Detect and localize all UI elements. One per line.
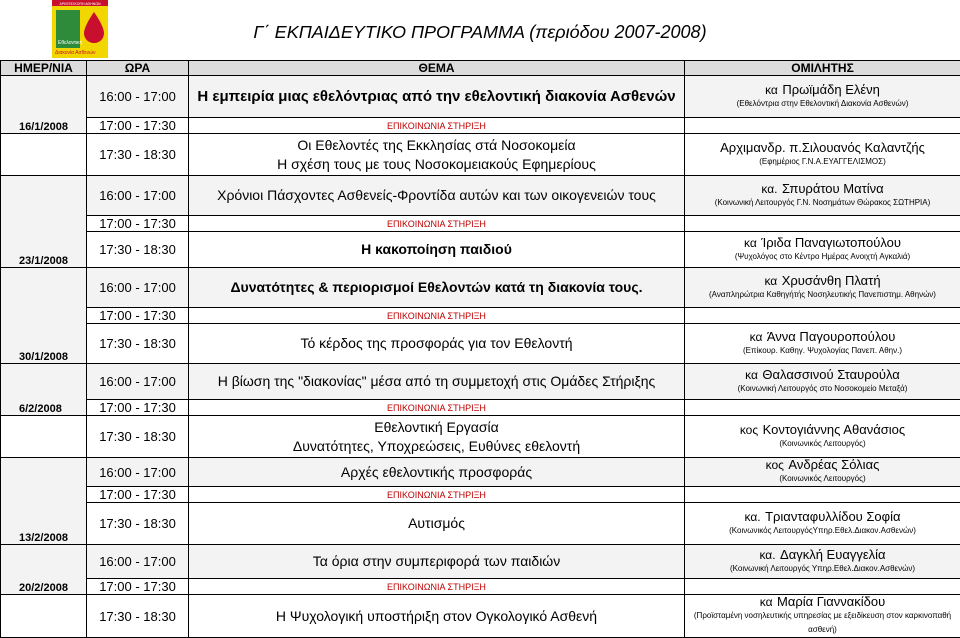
empty-cell (685, 487, 960, 503)
time-cell: 17:00 - 17:30 (87, 216, 189, 232)
topic-cell (189, 458, 685, 487)
table-row (1, 545, 960, 579)
speaker-title: κα (764, 274, 777, 288)
time-cell: 17:00 - 17:30 (87, 308, 189, 324)
page-title: Γ΄ ΕΚΠΑΙΔΕΥΤΙΚΟ ΠΡΟΓΡΑΜΜΑ (περιόδου 2007-2008) (160, 22, 800, 43)
speaker-cell (685, 268, 960, 308)
speaker-cell (685, 364, 960, 400)
speaker-title: κα. (759, 548, 775, 562)
time-cell: 17:30 - 18:30 (87, 416, 189, 458)
speaker-cell (685, 503, 960, 545)
logo-line2: Διακονία Ασθενών (55, 49, 96, 56)
speaker-cell (685, 595, 960, 638)
speaker-name: Άννα Παγουροπούλου (767, 329, 896, 344)
speaker-name: Αρχιμανδρ. π.Σιλουανός Καλαντζής (720, 140, 925, 155)
speaker-cell (685, 176, 960, 216)
table-row (1, 216, 960, 232)
speaker-title: κος (766, 458, 784, 472)
table-row (1, 364, 960, 400)
header-speaker: ΟΜΙΛΗΤΗΣ (685, 61, 960, 76)
topic-cell (189, 324, 685, 364)
schedule-table (0, 60, 960, 638)
speaker-title: κα. (745, 510, 761, 524)
time-cell: 17:00 - 17:30 (87, 400, 189, 416)
header-row (1, 61, 960, 76)
speaker-title: κα (765, 83, 778, 97)
topic-cell (189, 76, 685, 118)
time-cell: 16:00 - 17:00 (87, 458, 189, 487)
empty-date-cell (1, 416, 87, 458)
empty-date-cell (1, 595, 87, 638)
table-row (1, 503, 960, 545)
comm-label: ΕΠΙΚΟΙΝΩΝΙΑ ΣΤΗΡΙΞΗ (189, 487, 685, 503)
empty-date-cell (1, 134, 87, 176)
topic-line-2: Δυνατότητες, Υποχρεώσεις, Ευθύνες εθελοντή (189, 437, 684, 456)
topic-text: Δυνατότητες & περιορισμοί Εθελοντών κατά τη διακονία τους. (230, 279, 642, 295)
speaker-role: (Προϊσταμένη νοσηλευτικής υπηρεσίας με εξειδίκευση στον καρκινοπαθή ασθενή) (685, 609, 960, 637)
table-row (1, 76, 960, 118)
speaker-name: Δαγκλή Ευαγγελία (780, 547, 886, 562)
logo (52, 0, 108, 58)
time-cell: 17:30 - 18:30 (87, 503, 189, 545)
topic-text: Αρχές εθελοντικής προσφοράς (341, 464, 532, 480)
speaker-role: (Ψυχολόγος στο Κέντρο Ημέρας Ανοιχτή Αγκαλιά) (685, 250, 960, 264)
speaker-cell (685, 232, 960, 268)
table-row (1, 458, 960, 487)
speaker-title: κα (760, 595, 773, 609)
time-cell: 16:00 - 17:00 (87, 176, 189, 216)
table-row (1, 268, 960, 308)
speaker-name: Τριανταφυλλίδου Σοφία (765, 509, 900, 524)
speaker-name: Κοντογιάννης Αθανάσιος (763, 422, 906, 437)
date-cell: 20/2/2008 (1, 545, 87, 595)
topic-text: Η κακοποίηση παιδιού (361, 241, 512, 257)
comm-label: ΕΠΙΚΟΙΝΩΝΙΑ ΣΤΗΡΙΞΗ (189, 216, 685, 232)
speaker-role: (Κοινωνικός ΛειτουργόςΥπηρ.Εθελ.Διακον.Ασθενών) (685, 524, 960, 538)
time-cell: 16:00 - 17:00 (87, 76, 189, 118)
empty-cell (685, 579, 960, 595)
time-cell: 16:00 - 17:00 (87, 364, 189, 400)
logo-top-text: ΑΡΚΕΠΙΣΚΟΠΗ ΑΘΗΝΩΝ (60, 2, 101, 6)
table-row (1, 400, 960, 416)
speaker-title: κα (744, 236, 757, 250)
topic-line-1: Εθελοντική Εργασία (189, 418, 684, 437)
speaker-name: Χρυσάνθη Πλατή (782, 273, 881, 288)
comm-label: ΕΠΙΚΟΙΝΩΝΙΑ ΣΤΗΡΙΞΗ (189, 579, 685, 595)
topic-text: Τό κέρδος της προσφοράς για τον Εθελοντή (300, 335, 572, 351)
topic-cell (189, 416, 685, 458)
time-cell: 17:30 - 18:30 (87, 595, 189, 638)
empty-cell (685, 308, 960, 324)
time-cell: 16:00 - 17:00 (87, 545, 189, 579)
speaker-role: (Κοινωνικός Λειτουργός) (685, 472, 960, 486)
speaker-title: κα (745, 368, 758, 382)
empty-cell (685, 118, 960, 134)
time-cell: 17:00 - 17:30 (87, 118, 189, 134)
topic-text: Χρόνιοι Πάσχοντες Ασθενείς-Φροντίδα αυτών και των οικογενειών τους (217, 187, 656, 203)
speaker-role: (Κοινωνικός Λειτουργός) (685, 437, 960, 451)
table-row (1, 232, 960, 268)
speaker-name: Ανδρέας Σόλιας (788, 458, 879, 473)
empty-cell (685, 400, 960, 416)
table-row (1, 416, 960, 458)
speaker-title: κα (750, 330, 763, 344)
speaker-role: (Εθελόντρια στην Εθελοντική Διακονία Ασθενών) (685, 97, 960, 111)
speaker-name: Θαλασσινού Σταυρούλα (762, 367, 899, 382)
logo-graphic (52, 0, 108, 58)
speaker-role: (Αναπληρώτρια Καθηγήτής Νοσηλευτικής Πανεπιστημ. Αθηνών) (685, 288, 960, 302)
time-cell: 17:30 - 18:30 (87, 232, 189, 268)
speaker-name: Μαρία Γιαννακίδου (777, 595, 885, 610)
comm-label: ΕΠΙΚΟΙΝΩΝΙΑ ΣΤΗΡΙΞΗ (189, 400, 685, 416)
header-date: ΗΜΕΡ/ΝΙΑ (1, 61, 87, 76)
time-cell: 17:00 - 17:30 (87, 579, 189, 595)
speaker-title: κα. (761, 182, 777, 196)
topic-text: Η εμπειρία μιας εθελόντριας από την εθελοντική διακονία Ασθενών (197, 88, 675, 105)
speaker-cell (685, 324, 960, 364)
speaker-cell (685, 76, 960, 118)
speaker-role: (Κοινωνική Λειτουργός στο Νοσοκομείο Μεταξά) (685, 382, 960, 396)
date-cell: 13/2/2008 (1, 458, 87, 545)
speaker-role: (Κοινωνική Λειτουργός Υπηρ.Εθελ.Διακον.Ασθενών) (685, 562, 960, 576)
table-row (1, 118, 960, 134)
date-cell: 16/1/2008 (1, 76, 87, 134)
speaker-name: Πρωϊμάδη Ελένη (782, 82, 880, 97)
topic-line-2: Η σχέση τους με τους Νοσοκομειακούς Εφημερίους (189, 155, 684, 174)
comm-label: ΕΠΙΚΟΙΝΩΝΙΑ ΣΤΗΡΙΞΗ (189, 308, 685, 324)
time-cell: 17:30 - 18:30 (87, 134, 189, 176)
topic-cell (189, 503, 685, 545)
table-row (1, 487, 960, 503)
topic-text: Η βίωση της "διακονίας" μέσα από τη συμμετοχή στις Ομάδες Στήριξης (218, 373, 656, 389)
table-row (1, 308, 960, 324)
topic-text: Τα όρια στην συμπεριφορά των παιδιών (313, 553, 561, 569)
topic-line-1: Οι Εθελοντές της Εκκλησίας στά Νοσοκομεία (189, 136, 684, 155)
date-cell: 23/1/2008 (1, 176, 87, 268)
time-cell: 17:00 - 17:30 (87, 487, 189, 503)
topic-cell (189, 595, 685, 638)
time-cell: 17:30 - 18:30 (87, 324, 189, 364)
topic-text: Η Ψυχολογική υποστήριξη στον Ογκολογικό Ασθενή (276, 608, 597, 624)
table-row (1, 579, 960, 595)
logo-line1: Εθελοντική (58, 39, 83, 46)
comm-label: ΕΠΙΚΟΙΝΩΝΙΑ ΣΤΗΡΙΞΗ (189, 118, 685, 134)
topic-cell (189, 545, 685, 579)
header-time: ΩΡΑ (87, 61, 189, 76)
topic-text: Αυτισμός (408, 515, 465, 531)
speaker-cell (685, 134, 960, 176)
speaker-name: Σπυράτου Ματίνα (782, 181, 884, 196)
topic-cell (189, 134, 685, 176)
speaker-title: κος (740, 423, 758, 437)
table-row (1, 595, 960, 638)
speaker-name: Ίριδα Παναγιωτοπούλου (761, 235, 901, 250)
speaker-role: (Κοινωνική Λειτουργός Γ.Ν. Νοσημάτων Θώρακος ΣΩΤΗΡΙΑ) (685, 196, 960, 210)
topic-cell (189, 232, 685, 268)
table-row (1, 324, 960, 364)
topic-cell (189, 176, 685, 216)
table-row (1, 176, 960, 216)
header-topic: ΘΕΜΑ (189, 61, 685, 76)
time-cell: 16:00 - 17:00 (87, 268, 189, 308)
topic-cell (189, 364, 685, 400)
speaker-role: (Εφημέριος Γ.Ν.Α.ΕΥΑΓΓΕΛΙΣΜΟΣ) (685, 155, 960, 169)
speaker-cell (685, 545, 960, 579)
date-cell: 30/1/2008 (1, 268, 87, 364)
speaker-role: (Επίκουρ. Καθηγ. Ψυχολογίας Πανεπ. Αθην.) (685, 344, 960, 358)
topic-cell (189, 268, 685, 308)
date-cell: 6/2/2008 (1, 364, 87, 416)
speaker-cell (685, 458, 960, 487)
empty-cell (685, 216, 960, 232)
table-row (1, 134, 960, 176)
speaker-cell (685, 416, 960, 458)
